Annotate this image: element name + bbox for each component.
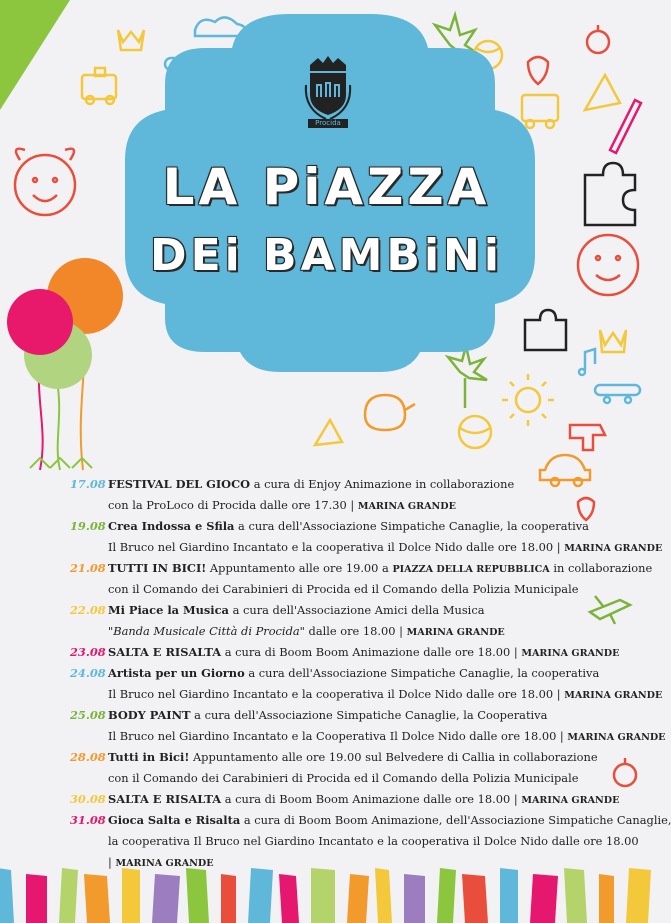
- stripe: [0, 868, 14, 923]
- event-date: 17.08: [70, 477, 106, 491]
- stripe: [530, 874, 558, 923]
- event-item: [70, 516, 663, 558]
- event-location: MARINA GRANDE: [564, 690, 663, 701]
- events-list: [70, 474, 671, 873]
- event-location: MARINA GRANDE: [521, 648, 620, 659]
- event-date: 31.08: [70, 813, 106, 827]
- event-text-italic: "Banda Musicale Città di Procida": [108, 624, 305, 638]
- event-text: a cura dell'Associazione Simpatiche Canaglie, la cooperativa: [234, 519, 589, 533]
- stripe: [122, 868, 140, 923]
- event-text: |: [108, 855, 116, 869]
- event-title: BODY PAINT: [108, 708, 191, 722]
- stripe: [599, 874, 614, 923]
- event-text: a cura di Boom Boom Animazione, dell'Associazione Simpatiche Canaglie,: [240, 813, 671, 827]
- stripe: [279, 874, 299, 923]
- event-text: la cooperativa Il Bruco nel Giardino Incantato e la cooperativa il Dolce Nido dalle ore 18.00: [108, 834, 639, 848]
- event-item: [70, 642, 640, 663]
- stripe: [564, 868, 587, 923]
- stripe: [152, 874, 180, 923]
- event-item: [70, 810, 671, 873]
- event-date: 21.08: [70, 561, 106, 575]
- event-title: Mi Piace la Musica: [108, 603, 229, 617]
- procida-crest: [300, 55, 356, 131]
- stripe: [26, 874, 47, 923]
- event-location: MARINA GRANDE: [357, 501, 456, 512]
- event-text: a cura di Enjoy Animazione in collaborazione: [250, 477, 515, 491]
- stripe: [248, 868, 273, 923]
- event-place: PIAZZA DELLA REPUBBLICA: [392, 564, 550, 575]
- event-date: 19.08: [70, 519, 106, 533]
- event-item: [70, 747, 640, 789]
- event-text: Il Bruco nel Giardino Incantato e la cooperativa il Dolce Nido dalle ore 18.00 |: [108, 687, 565, 701]
- event-date: 23.08: [70, 645, 106, 659]
- event-text: in collaborazione: [549, 561, 653, 575]
- stripe: [404, 874, 425, 923]
- stripe: [221, 874, 236, 923]
- event-text: Il Bruco nel Giardino Incantato e la cooperativa il Dolce Nido dalle ore 18.00 |: [108, 540, 565, 554]
- event-text: Il Bruco nel Giardino Incantato e la Cooperativa Il Dolce Nido dalle ore 18.00 |: [108, 729, 568, 743]
- event-text: a cura dell'Associazione Simpatiche Canaglie, la Cooperativa: [190, 708, 548, 722]
- event-item: [70, 558, 653, 600]
- stripe: [375, 868, 392, 923]
- event-title: SALTA E RISALTA: [108, 792, 222, 806]
- event-date: 22.08: [70, 603, 106, 617]
- title-line-1: LA PiAZZA: [162, 158, 491, 216]
- stripe: [59, 868, 78, 923]
- event-item: [70, 705, 666, 747]
- event-item: [70, 474, 640, 516]
- stripe: [626, 868, 651, 923]
- event-title: Gioca Salta e Risalta: [108, 813, 241, 827]
- stripe: [311, 868, 335, 923]
- event-location: MARINA GRANDE: [564, 543, 663, 554]
- event-title: Tutti in Bici!: [108, 750, 190, 764]
- event-date: 25.08: [70, 708, 106, 722]
- event-item: [70, 663, 663, 705]
- event-title: FESTIVAL DEL GIOCO: [108, 477, 251, 491]
- event-text: con il Comando dei Carabinieri di Procida ed il Comando della Polizia Municipale: [108, 771, 579, 785]
- event-text: a cura dell'Associazione Amici della Musica: [228, 603, 485, 617]
- event-text: Appuntamento alle ore 19.00 sul Belvedere di Callia in collaborazione: [189, 750, 598, 764]
- event-title: TUTTI IN BICI!: [108, 561, 207, 575]
- event-date: 24.08: [70, 666, 106, 680]
- event-text: a cura di Boom Boom Animazione dalle ore 18.00 |: [221, 792, 522, 806]
- event-item: [70, 600, 640, 642]
- event-location: MARINA GRANDE: [406, 627, 505, 638]
- event-title: Crea Indossa e Sfila: [108, 519, 235, 533]
- event-text: a cura dell'Associazione Simpatiche Canaglie, la cooperativa: [244, 666, 600, 680]
- event-text: a cura di Boom Boom Animazione dalle ore 18.00 |: [221, 645, 522, 659]
- crest-label: Procida: [315, 119, 341, 127]
- event-date: 28.08: [70, 750, 106, 764]
- event-date: 30.08: [70, 792, 106, 806]
- event-location: MARINA GRANDE: [115, 858, 214, 869]
- stripe: [84, 874, 110, 923]
- title-line-2: DEi BAMBiNi: [150, 230, 503, 281]
- event-location: MARINA GRANDE: [521, 795, 620, 806]
- event-text: Appuntamento alle ore 19.00 a: [206, 561, 393, 575]
- event-text: con la ProLoco di Procida dalle ore 17.30 |: [108, 498, 358, 512]
- event-item: [70, 789, 640, 810]
- event-text: con il Comando dei Carabinieri di Procida ed il Comando della Polizia Municipale: [108, 582, 579, 596]
- stripe: [347, 874, 369, 923]
- event-title: Artista per un Giorno: [108, 666, 245, 680]
- stripe: [437, 868, 456, 923]
- bottom-stripes: [0, 868, 653, 923]
- stripe: [186, 868, 209, 923]
- event-text: dalle ore 18.00 |: [304, 624, 407, 638]
- event-title: SALTA E RISALTA: [108, 645, 222, 659]
- stripe: [462, 874, 488, 923]
- stripe: [500, 868, 518, 923]
- event-location: MARINA GRANDE: [567, 732, 666, 743]
